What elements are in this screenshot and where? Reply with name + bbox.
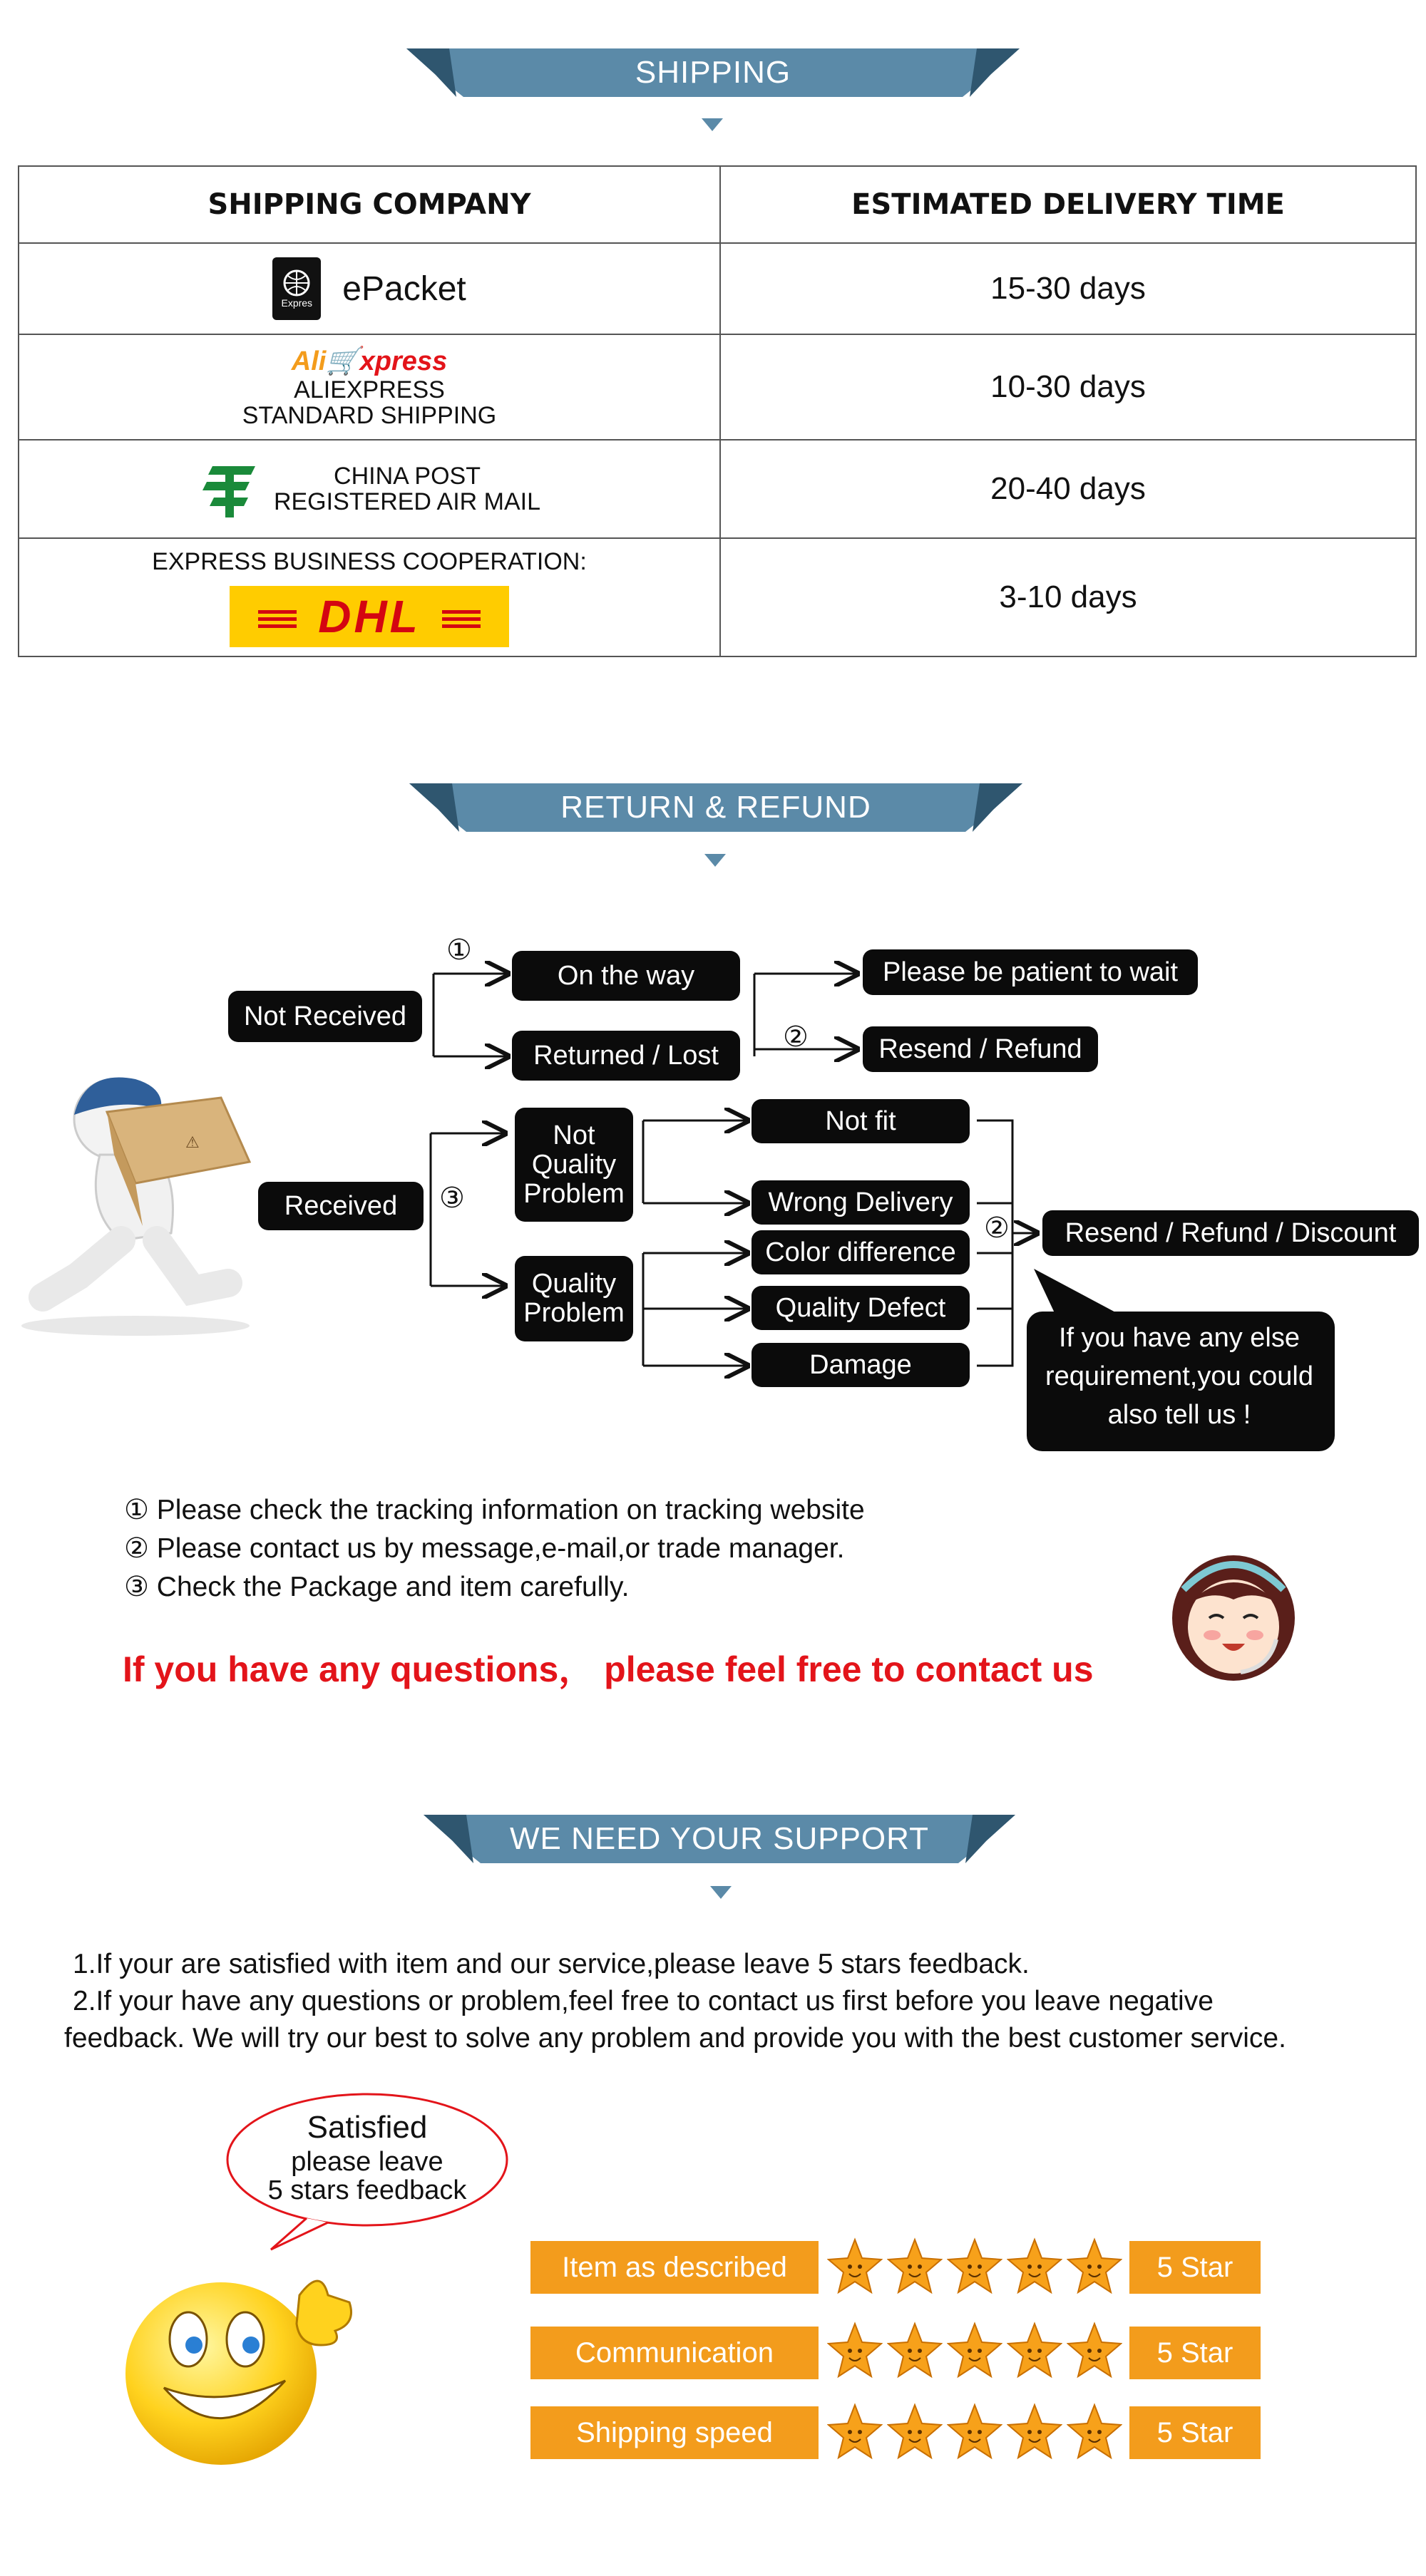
- star-icon: [827, 2237, 883, 2297]
- star-icon: [947, 2237, 1002, 2297]
- support-p2: 2.If your have any questions or problem,feel free to contact us first before you leave negative: [73, 1986, 1214, 2016]
- contact-us-text: If you have any questions， please feel free to contact us: [123, 1649, 1094, 1689]
- aliexpress-logo: [20, 346, 719, 377]
- star-icon: [1067, 2321, 1122, 2381]
- color-difference-box: Color difference: [752, 1230, 970, 1274]
- refund-title: RETURN & REFUND: [560, 790, 871, 825]
- chinapost-line1: CHINA POST: [334, 463, 481, 490]
- dhl-time: 3-10 days: [720, 538, 1416, 656]
- aliexpress-line1: ALIEXPRESS: [294, 376, 445, 403]
- aliexpress-line2: STANDARD SHIPPING: [242, 402, 497, 429]
- star-icon: [1067, 2402, 1122, 2462]
- box-label: ⚠: [185, 1134, 200, 1152]
- star-icon: [887, 2402, 943, 2462]
- support-title: WE NEED YOUR SUPPORT: [509, 1821, 930, 1856]
- star-icon: [827, 2402, 883, 2462]
- received-box: Received: [258, 1182, 424, 1230]
- note-1: ① Please check the tracking information on tracking website: [124, 1495, 865, 1525]
- down-arrow-icon: [704, 854, 726, 867]
- not-quality-box: Not Quality Problem: [515, 1108, 633, 1222]
- cart-icon: 🛒: [326, 346, 360, 376]
- chinapost-time: 20-40 days: [720, 440, 1416, 538]
- courier-figure-icon: [14, 1062, 278, 1347]
- company-cell: [19, 334, 720, 440]
- rating-label-shipping: Shipping speed: [530, 2406, 819, 2459]
- damage-box: Damage: [752, 1343, 970, 1387]
- table-header-row: [19, 166, 1416, 243]
- rating-stars: [827, 2237, 1122, 2297]
- star-icon: [887, 2321, 943, 2381]
- epacket-logo-text: Expres: [281, 297, 313, 309]
- table-row: [19, 440, 1416, 538]
- marker-2: ②: [783, 1021, 809, 1053]
- rating-value-shipping: 5 Star: [1129, 2406, 1261, 2459]
- col-company: SHIPPING COMPANY: [19, 166, 720, 243]
- not-received-box: Not Received: [228, 991, 422, 1042]
- support-ribbon: [424, 1812, 1015, 1866]
- chinapost-line2: REGISTERED AIR MAIL: [273, 488, 541, 515]
- star-icon: [1067, 2237, 1122, 2297]
- else-requirement-text: If you have any else requirement,you could also tell us !: [1045, 1323, 1313, 1430]
- support-p1: 1.If your are satisfied with item and our service,please leave 5 stars feedback.: [73, 1949, 1030, 1979]
- wrong-delivery-box: Wrong Delivery: [752, 1180, 970, 1225]
- bubble-line2: 5 stars feedback: [267, 2175, 467, 2205]
- rating-value-item: 5 Star: [1129, 2241, 1261, 2294]
- shipping-table: [18, 165, 1417, 657]
- on-the-way-box: On the way: [512, 951, 740, 1001]
- dhl-logo-text: DHL: [318, 590, 421, 642]
- support-p3: feedback. We will try our best to solve any problem and provide you with the best customer service.: [64, 2023, 1286, 2054]
- star-icon: [827, 2321, 883, 2381]
- down-arrow-icon: [702, 118, 723, 131]
- rating-value-communication: 5 Star: [1129, 2327, 1261, 2379]
- smiley-thumbs-up-icon: [114, 2245, 371, 2473]
- table-row: [19, 538, 1416, 656]
- resend-refund-discount-box: Resend / Refund / Discount: [1042, 1210, 1419, 1256]
- star-icon: [1007, 2237, 1062, 2297]
- marker-2b: ②: [984, 1212, 1010, 1244]
- company-cell: [19, 440, 720, 538]
- marker-3: ③: [439, 1183, 465, 1214]
- returned-lost-box: Returned / Lost: [512, 1031, 740, 1081]
- bubble-title: Satisfied: [307, 2110, 428, 2145]
- quality-defect-box: Quality Defect: [752, 1286, 970, 1330]
- refund-ribbon: [409, 780, 1022, 835]
- shipping-title: SHIPPING: [635, 55, 791, 90]
- table-row: [19, 334, 1416, 440]
- company-cell: [19, 243, 720, 334]
- express-cooperation-label: EXPRESS BUSINESS COOPERATION:: [152, 547, 587, 575]
- patient-box: Please be patient to wait: [863, 949, 1198, 995]
- col-time: ESTIMATED DELIVERY TIME: [720, 166, 1416, 243]
- rating-label-communication: Communication: [530, 2327, 819, 2379]
- star-icon: [1007, 2321, 1062, 2381]
- china-post-logo-icon: [198, 460, 260, 517]
- company-cell: [19, 538, 720, 656]
- note-2: ② Please contact us by message,e-mail,or trade manager.: [124, 1533, 845, 1564]
- aliexpress-logo-xpress: xpress: [359, 346, 448, 376]
- epacket-time: 15-30 days: [720, 243, 1416, 334]
- dhl-logo: [230, 586, 509, 647]
- not-fit-box: Not fit: [752, 1099, 970, 1143]
- star-icon: [1007, 2402, 1062, 2462]
- customer-service-avatar-icon: [1162, 1547, 1305, 1689]
- epacket-name: ePacket: [342, 269, 466, 308]
- aliexpress-logo-ali: Ali: [291, 346, 327, 376]
- marker-1: ①: [446, 934, 472, 966]
- table-row: [19, 243, 1416, 334]
- resend-refund-box: Resend / Refund: [863, 1026, 1098, 1072]
- epacket-logo-icon: [272, 257, 321, 320]
- rating-label-item: Item as described: [530, 2241, 819, 2294]
- down-arrow-icon: [710, 1886, 732, 1899]
- aliexpress-time: 10-30 days: [720, 334, 1416, 440]
- bubble-line1: please leave: [291, 2147, 443, 2177]
- star-icon: [887, 2237, 943, 2297]
- rating-stars: [827, 2402, 1122, 2462]
- star-icon: [947, 2321, 1002, 2381]
- note-3: ③ Check the Package and item carefully.: [124, 1572, 630, 1602]
- star-icon: [947, 2402, 1002, 2462]
- rating-stars: [827, 2321, 1122, 2381]
- shipping-ribbon: [406, 46, 1020, 100]
- quality-box: Quality Problem: [515, 1256, 633, 1341]
